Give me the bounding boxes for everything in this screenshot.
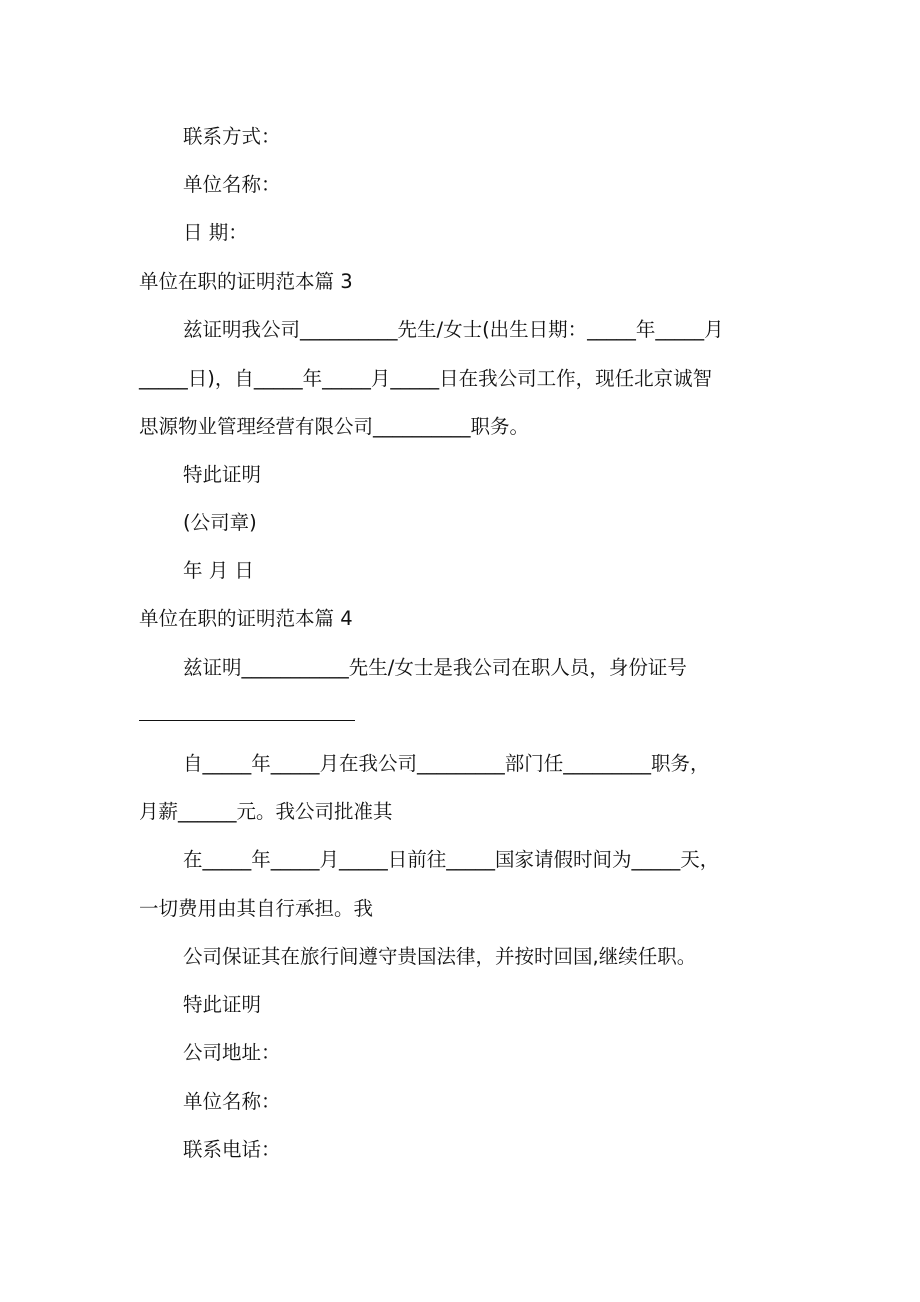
section-3-seal: (公司章) <box>183 511 257 534</box>
section-3-hereby: 特此证明 <box>183 463 262 486</box>
date-label: 日 期： <box>183 221 248 244</box>
unit-name-label: 单位名称： <box>183 173 281 196</box>
section-4-paragraph-3-line-2: 一切费用由其自行承担。我 <box>139 897 374 920</box>
section-3-paragraph-line-1: 兹证明我公司__________先生/女士(出生日期：_____年_____月 <box>183 318 724 341</box>
contact-phone-label: 联系电话： <box>183 1138 281 1161</box>
section-3-title: 单位在职的证明范本篇 3 <box>139 270 353 293</box>
section-3-date: 年 月 日 <box>183 559 254 582</box>
section-3-paragraph-line-2: _____日)，自_____年_____月_____日在我公司工作，现任北京诚智 <box>139 367 713 390</box>
section-4-hereby: 特此证明 <box>183 993 262 1016</box>
section-4-paragraph-2-line-1: 自_____年_____月在我公司_________部门任_________职务， <box>183 752 710 775</box>
section-4-unit-name-label: 单位名称： <box>183 1090 281 1113</box>
section-4-paragraph-1-line-1: 兹证明___________先生/女士是我公司在职人员，身份证号 <box>183 656 687 679</box>
id-number-blank-line <box>139 720 355 721</box>
section-4-paragraph-4: 公司保证其在旅行间遵守贵国法律，并按时回国,继续任职。 <box>183 945 697 968</box>
contact-label: 联系方式： <box>183 125 281 148</box>
section-3-paragraph-line-3: 思源物业管理经营有限公司__________职务。 <box>139 415 530 438</box>
section-4-paragraph-3-line-1: 在_____年_____月_____日前往_____国家请假时间为_____天， <box>183 848 720 871</box>
company-address-label: 公司地址： <box>183 1041 281 1064</box>
section-4-title: 单位在职的证明范本篇 4 <box>139 607 353 630</box>
section-4-paragraph-2-line-2: 月薪______元。我公司批准其 <box>139 800 393 823</box>
